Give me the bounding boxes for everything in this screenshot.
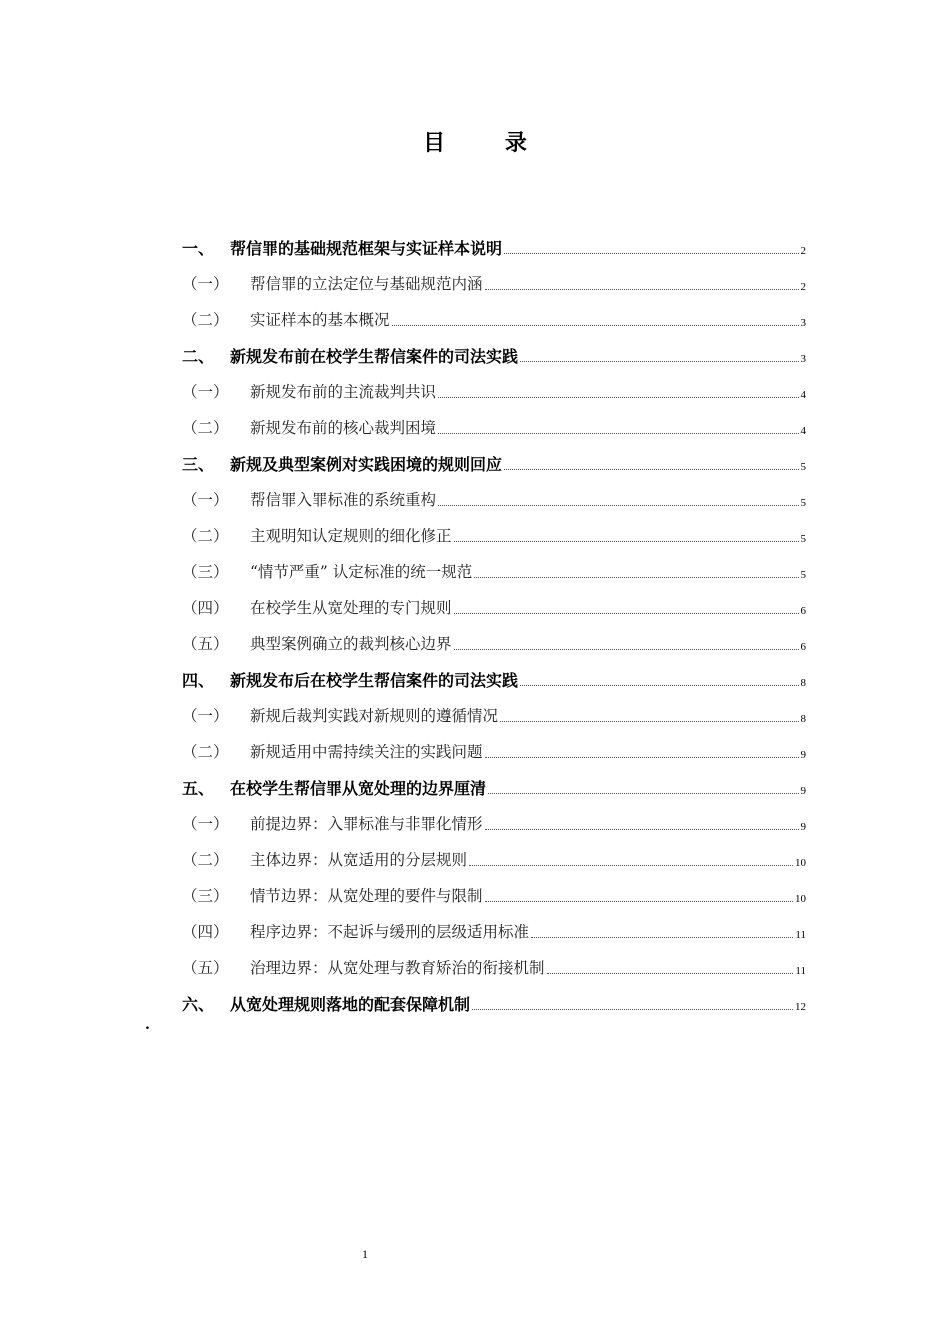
toc-entry-page: 5 — [800, 497, 806, 509]
toc-entry-title: 主体边界：从宽适用的分层规则 — [250, 851, 468, 869]
toc-entry-page: 3 — [800, 317, 806, 329]
toc-entry-chapter[interactable] — [182, 661, 806, 697]
toc-dot-leader — [500, 721, 798, 722]
toc-entry-number: （二） — [182, 527, 229, 545]
toc-entry-number: （一） — [182, 491, 229, 509]
toc-entry-section[interactable] — [182, 841, 806, 877]
toc-dot-leader — [454, 649, 799, 650]
toc-entry-number: （二） — [182, 419, 229, 437]
toc-entry-number: （四） — [182, 923, 229, 941]
toc-dot-leader — [488, 793, 798, 794]
toc-dot-leader — [454, 613, 799, 614]
toc-dot-leader — [485, 901, 793, 902]
toc-entry-page: 6 — [800, 641, 806, 653]
toc-entry-section[interactable] — [182, 697, 806, 733]
toc-entry-number: 一、 — [182, 238, 215, 258]
toc-entry-title: 帮信罪的立法定位与基础规范内涵 — [250, 275, 483, 293]
toc-entry-title: 新规后裁判实践对新规则的遵循情况 — [250, 707, 499, 725]
toc-entry-page: 5 — [800, 461, 806, 473]
toc-entry-title: 治理边界：从宽处理与教育矫治的衔接机制 — [250, 959, 545, 977]
toc-entry-page: 9 — [800, 749, 806, 761]
toc-dot-leader — [504, 469, 798, 470]
toc-dot-leader — [485, 829, 799, 830]
toc-entry-number: （一） — [182, 815, 229, 833]
stray-mark: . — [145, 1017, 150, 1033]
toc-entry-title: 在校学生从宽处理的专门规则 — [250, 599, 452, 617]
toc-entry-title: 典型案例确立的裁判核心边界 — [250, 635, 452, 653]
toc-entry-page: 9 — [800, 785, 806, 797]
toc-entry-title: 前提边界：入罪标准与非罪化情形 — [250, 815, 483, 833]
toc-entry-number: 四、 — [182, 670, 215, 690]
toc-entry-title: 在校学生帮信罪从宽处理的边界厘清 — [230, 778, 487, 798]
toc-dot-leader — [531, 937, 793, 938]
toc-entry-section[interactable] — [182, 625, 806, 661]
toc-entry-page: 4 — [800, 425, 806, 437]
toc-entry-chapter[interactable] — [182, 229, 806, 265]
toc-entry-section[interactable] — [182, 589, 806, 625]
toc-entry-number: （一） — [182, 707, 229, 725]
toc-entry-section[interactable] — [182, 301, 806, 337]
toc-dot-leader — [474, 577, 798, 578]
toc-entry-title: 实证样本的基本概况 — [250, 311, 390, 329]
toc-entry-number: （二） — [182, 743, 229, 761]
toc-entry-page: 8 — [800, 713, 806, 725]
toc-entry-section[interactable] — [182, 913, 806, 949]
toc-entry-title: 新规及典型案例对实践困境的规则回应 — [230, 454, 503, 474]
toc-entry-page: 3 — [800, 353, 806, 365]
toc-entry-section[interactable] — [182, 949, 806, 985]
toc-entry-page: 12 — [795, 1001, 806, 1013]
toc-entry-section[interactable] — [182, 373, 806, 409]
page-number: 1 — [362, 1247, 368, 1261]
toc-entry-number: （一） — [182, 275, 229, 293]
toc-entry-section[interactable] — [182, 733, 806, 769]
toc-entry-section[interactable] — [182, 265, 806, 301]
toc-entry-number: （三） — [182, 887, 229, 905]
toc-entry-number: （五） — [182, 635, 229, 653]
toc-entry-chapter[interactable] — [182, 337, 806, 373]
toc-entry-page: 6 — [800, 605, 806, 617]
toc-entry-page: 8 — [800, 677, 806, 689]
toc-entry-number: 二、 — [182, 346, 215, 366]
toc-entry-page: 4 — [800, 389, 806, 401]
toc-entry-title: 主观明知认定规则的细化修正 — [250, 527, 452, 545]
toc-dot-leader — [438, 397, 798, 398]
toc-dot-leader — [392, 325, 799, 326]
toc-dot-leader — [438, 433, 798, 434]
toc-dot-leader — [504, 253, 798, 254]
toc-entry-section[interactable] — [182, 517, 806, 553]
toc-entry-title: 新规发布前的核心裁判困境 — [250, 419, 437, 437]
toc-entry-number: 六、 — [182, 994, 215, 1014]
toc-entry-section[interactable] — [182, 481, 806, 517]
toc-entry-page: 5 — [800, 569, 806, 581]
toc-dot-leader — [520, 685, 798, 686]
toc-dot-leader — [469, 865, 793, 866]
toc-entry-chapter[interactable] — [182, 769, 806, 805]
toc-entry-section[interactable] — [182, 409, 806, 445]
page-title: 目 录 — [423, 131, 553, 156]
toc-entry-title: 帮信罪入罪标准的系统重构 — [250, 491, 437, 509]
toc-entry-number: （二） — [182, 311, 229, 329]
toc-entry-page: 10 — [795, 893, 806, 905]
toc-dot-leader — [454, 541, 799, 542]
toc-entry-title: 新规发布前的主流裁判共识 — [250, 383, 437, 401]
toc-entry-section[interactable] — [182, 553, 806, 589]
toc-entry-title: “情节严重” 认定标准的统一规范 — [250, 563, 473, 581]
toc-entry-section[interactable] — [182, 877, 806, 913]
toc-entry-title: 新规发布后在校学生帮信案件的司法实践 — [230, 670, 519, 690]
toc-entry-number: （一） — [182, 383, 229, 401]
toc-dot-leader — [485, 757, 799, 758]
toc-entry-page: 5 — [800, 533, 806, 545]
toc-entry-page: 11 — [795, 965, 806, 977]
toc-entry-number: 三、 — [182, 454, 215, 474]
toc-entry-page: 2 — [800, 245, 806, 257]
toc-dot-leader — [520, 361, 798, 362]
toc-entry-chapter[interactable] — [182, 445, 806, 481]
toc-entry-title: 从宽处理规则落地的配套保障机制 — [230, 994, 471, 1014]
toc-entry-number: （五） — [182, 959, 229, 977]
toc-entry-page: 10 — [795, 857, 806, 869]
toc-dot-leader — [438, 505, 798, 506]
toc-entry-page: 11 — [795, 929, 806, 941]
toc-entry-section[interactable] — [182, 805, 806, 841]
toc-entry-title: 程序边界：不起诉与缓刑的层级适用标准 — [250, 923, 530, 941]
toc-entry-number: （四） — [182, 599, 229, 617]
toc-entry-number: 五、 — [182, 778, 215, 798]
toc-dot-leader — [547, 973, 794, 974]
toc-entry-page: 2 — [800, 281, 806, 293]
table-of-contents — [182, 229, 806, 1021]
toc-dot-leader — [485, 289, 799, 290]
toc-dot-leader — [472, 1009, 793, 1010]
toc-entry-title: 新规适用中需持续关注的实践问题 — [250, 743, 483, 761]
toc-entry-title: 新规发布前在校学生帮信案件的司法实践 — [230, 346, 519, 366]
toc-entry-number: （二） — [182, 851, 229, 869]
toc-entry-number: （三） — [182, 563, 229, 581]
toc-entry-page: 9 — [800, 821, 806, 833]
toc-entry-chapter[interactable] — [182, 985, 806, 1021]
toc-entry-title: 帮信罪的基础规范框架与实证样本说明 — [230, 238, 503, 258]
toc-entry-title: 情节边界：从宽处理的要件与限制 — [250, 887, 483, 905]
